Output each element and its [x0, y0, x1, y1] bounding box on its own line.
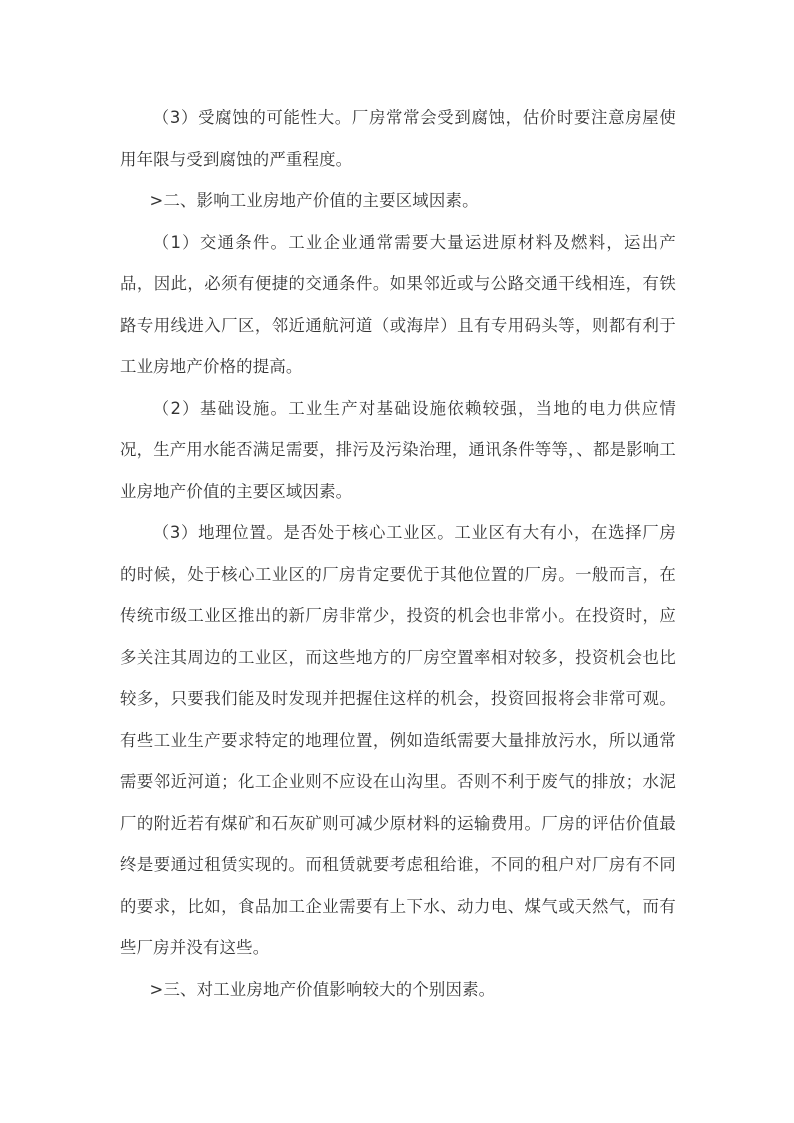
- paragraph-location: （3）地理位置。是否处于核心工业区。工业区有大有小，在选择厂房的时候，处于核心工业区的厂房肯定要优于其他位置的厂房。一般而言，在传统市级工业区推出的新厂房非常少，投资的机会也非常小。在投资时，应多关注其周边的工业区，而这些地方的厂房空置率相对较多，投资机会也比较多，只要我们能及时发现并把握住这样的机会，投资回报将会非常可观。有些工业生产要求特定的地理位置，例如造纸需要大量排放污水，所以通常需要邻近河道；化工企业则不应设在山沟里。否则不利于废气的排放；水泥厂的附近若有煤矿和石灰矿则可减少原材料的运输费用。厂房的评估价值最终是要通过租赁实现的。而租赁就要考虑租给谁，不同的租户对厂房有不同的要求，比如，食品加工企业需要有上下水、动力电、煤气或天然气，而有些厂房并没有这些。: [120, 523, 676, 957]
- paragraph-corrosion: （3）受腐蚀的可能性大。厂房常常会受到腐蚀，估价时要注意房屋使用年限与受到腐蚀的严重程度。: [120, 108, 676, 169]
- paragraph-infrastructure: （2）基础设施。工业生产对基础设施依赖较强，当地的电力供应情况，生产用水能否满足需要，排污及污染治理，通讯条件等等，、都是影响工业房地产价值的主要区域因素。: [120, 398, 676, 501]
- section-heading-individual-factors: >三、对工业房地产价值影响较大的个别因素。: [149, 979, 496, 999]
- paragraph-transport: （1）交通条件。工业企业通常需要大量运进原材料及燃料，运出产品，因此，必须有便捷的交通条件。如果邻近或与公路交通干线相连，有铁路专用线进入厂区，邻近通航河道（或海岸）且有专用码头等，则都有利于工业房地产价格的提高。: [120, 232, 676, 376]
- document-page: [120, 97, 676, 1010]
- section-heading-regional-factors: >二、影响工业房地产价值的主要区域因素。: [149, 191, 479, 210]
